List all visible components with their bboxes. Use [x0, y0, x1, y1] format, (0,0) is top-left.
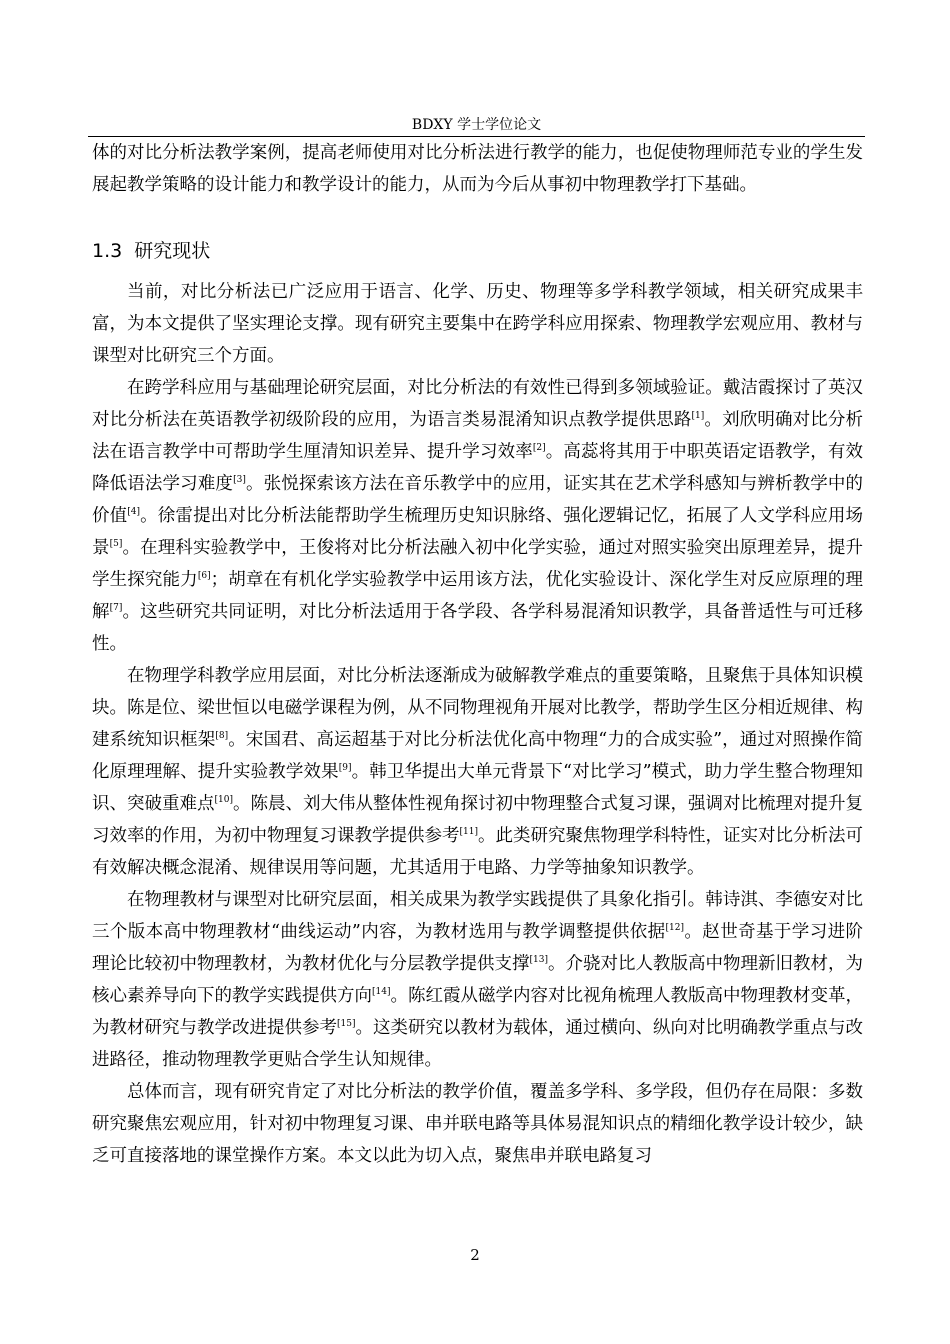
section-title: 研究现状: [134, 240, 211, 262]
sentence: 在物理学科教学应用层面，对比分析法逐渐成为破解教学难点的重要策略，且聚焦于具体知识模块。陈是位、梁世恒以电磁学课程为例，从不同物理视角开展对比教学，帮助学生区分相近规律、构建系统知识框架: [92, 666, 863, 750]
paragraph-textbook-comparison: [92, 884, 863, 1076]
sentence: 。张悦探索该方法在音乐教学中的应用，证实其在艺术学科感知与辨析教学中的价值: [92, 474, 864, 526]
sentence: 。赵世奇基于学习进阶理论比较初中物理教材，为教材优化与分层教学提供支撑: [92, 922, 863, 974]
citation-ref-3[interactable]: [3]: [233, 475, 246, 486]
citation-ref-8[interactable]: [8]: [215, 731, 229, 742]
sentence: 在物理教材与课型对比研究层面，相关成果为教学实践提供了具象化指引。韩诗淇、李德安对比三个版本高中物理教材“曲线运动”内容，为教材选用与教学调整提供依据: [92, 890, 863, 942]
sentence: ；胡章在有机化学实验教学中运用该方法，优化实验设计、深化学生对反应原理的理解: [92, 570, 864, 622]
sentence: 。刘欣明确对比分析法在语言教学中可帮助学生厘清知识差异、提升学习效率: [92, 410, 863, 462]
summary-paragraph: 总体而言，现有研究肯定了对比分析法的教学价值，覆盖多学科、多学段，但仍存在局限：多数研究聚焦宏观应用，针对初中物理复习课、串并联电路等具体易混知识点的精细化教学设计较少，缺乏可直接落地的课堂操作方案。本文以此为切入点，聚焦串并联电路复习: [92, 1082, 863, 1166]
sentence: 。介骁对比人教版高中物理新旧教材，为核心素养导向下的教学实践提供方向: [92, 954, 864, 1006]
citation-ref-12[interactable]: [12]: [665, 923, 685, 934]
citation-ref-10[interactable]: [10]: [214, 795, 233, 806]
citation-ref-5[interactable]: [5]: [109, 539, 123, 550]
paragraph-physics-teaching: [92, 660, 863, 884]
sentence: 。宋国君、高运超基于对比分析法优化高中物理“力的合成实验”，通过对照操作简化原理理解、提升实验教学效果: [92, 730, 864, 782]
section-heading: [92, 238, 863, 264]
sentence: 。高蕊将其用于中职英语定语教学，有效降低语法学习难度: [92, 442, 863, 494]
citation-ref-4[interactable]: [4]: [127, 507, 141, 518]
sentence: 。这些研究共同证明，对比分析法适用于各学段、各学科易混淆知识教学，具备普适性与可迁移性。: [92, 602, 864, 654]
sentence: 。这类研究以教材为载体，通过横向、纵向对比明确教学重点与改进路径，推动物理教学更贴合学生认知规律。: [92, 1018, 864, 1070]
sentence: 。韩卫华提出大单元背景下“对比学习”模式，助力学生整合物理知识、突破重难点: [92, 762, 863, 814]
citation-ref-11[interactable]: [11]: [459, 827, 478, 838]
sentence: 。陈红霞从磁学内容对比视角梳理人教版高中物理教材变革，为教材研究与教学改进提供参考: [92, 986, 864, 1038]
sentence: 。此类研究聚焦物理学科特性，证实对比分析法可有效解决概念混淆、规律误用等问题，尤其适用于电路、力学等抽象知识教学。: [92, 826, 864, 878]
citation-ref-13[interactable]: [13]: [529, 955, 548, 966]
citation-ref-15[interactable]: [15]: [337, 1019, 356, 1030]
intro-paragraph: 当前，对比分析法已广泛应用于语言、化学、历史、物理等多学科教学领域，相关研究成果丰富，为本文提供了坚实理论支撑。现有研究主要集中在跨学科应用探索、物理教学宏观应用、教材与课型对比研究三个方面。: [92, 282, 863, 366]
section-number: 1.3: [92, 240, 123, 262]
citation-ref-9[interactable]: [9]: [338, 763, 352, 774]
paragraph-cross-disciplinary: [92, 372, 863, 660]
sentence: 在跨学科应用与基础理论研究层面，对比分析法的有效性已得到多领域验证。戴洁霞探讨了英汉对比分析法在英语教学初级阶段的应用，为语言类易混淆知识点教学提供思路: [92, 378, 863, 430]
sentence: 。陈晨、刘大伟从整体性视角探讨初中物理整合式复习课，强调对比梳理对提升复习效率的作用，为初中物理复习课教学提供参考: [92, 794, 864, 846]
citation-ref-7[interactable]: [7]: [109, 603, 123, 614]
sentence: 。在理科实验教学中，王俊将对比分析法融入初中化学实验，通过对照实验突出原理差异，提升学生探究能力: [92, 538, 864, 590]
page-number: 2: [470, 1246, 480, 1264]
citation-ref-14[interactable]: [14]: [372, 987, 391, 998]
citation-ref-2[interactable]: [2]: [532, 443, 546, 454]
lead-paragraph: 体的对比分析法教学案例，提高老师使用对比分析法进行教学的能力，也促使物理师范专业的学生发展起教学策略的设计能力和教学设计的能力，从而为今后从事初中物理教学打下基础。: [92, 143, 863, 195]
sentence: 。徐雷提出对比分析法能帮助学生梳理历史知识脉络、强化逻辑记忆，拓展了人文学科应用场景: [92, 506, 864, 558]
citation-ref-6[interactable]: [6]: [197, 571, 211, 582]
body-text: [92, 137, 863, 1172]
citation-ref-1[interactable]: [1]: [691, 411, 705, 422]
running-header: BDXY 学士学位论文: [411, 117, 542, 133]
